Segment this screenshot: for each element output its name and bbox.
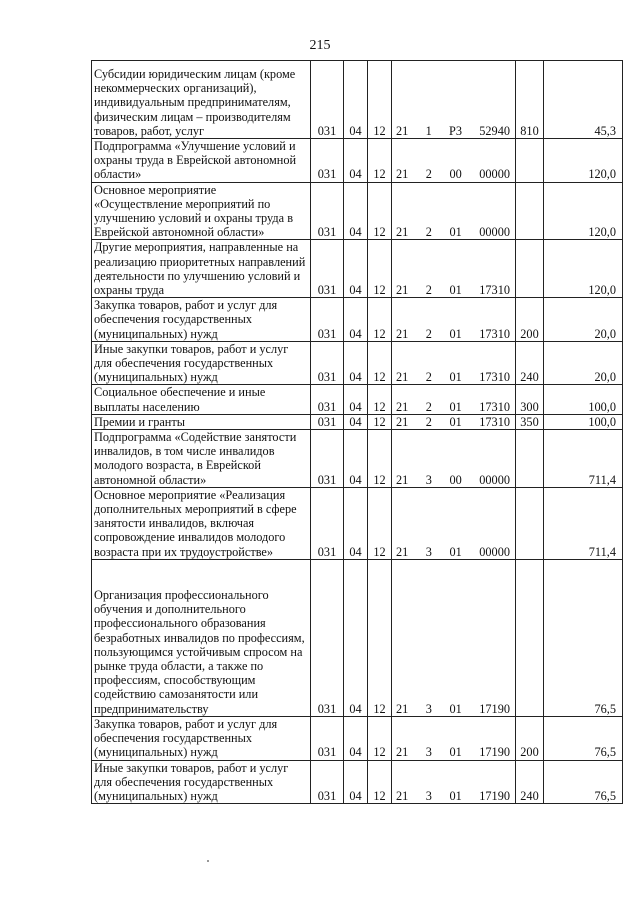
expense-type-code: 240 — [516, 760, 544, 804]
row-name: Закупка товаров, работ и услуг для обеспечения государственных (муниципальных) нужд — [92, 716, 311, 760]
target-article-program: 21 — [396, 123, 409, 138]
ministry-code: 031 — [311, 61, 344, 139]
amount: 120,0 — [544, 182, 623, 240]
target-article-code: 17310 — [479, 283, 510, 298]
target-article-code — [392, 487, 516, 559]
subsection-code: 12 — [368, 61, 392, 139]
section-code: 04 — [344, 559, 368, 716]
section-code: 04 — [344, 760, 368, 804]
target-article-subprogram: 3 — [425, 745, 432, 760]
section-code: 04 — [344, 716, 368, 760]
target-article-subprogram: 2 — [425, 399, 432, 414]
scan-speck — [207, 860, 209, 862]
subsection-code: 12 — [368, 716, 392, 760]
target-article-direction: 00 — [449, 167, 462, 182]
target-article-program: 21 — [396, 283, 409, 298]
subsection-code: 12 — [368, 385, 392, 414]
target-article-code: 17310 — [479, 414, 510, 429]
subsection-code: 12 — [368, 414, 392, 429]
target-article-code — [392, 559, 516, 716]
target-article-code: 00000 — [479, 472, 510, 487]
amount: 76,5 — [544, 559, 623, 716]
subsection-code: 12 — [368, 240, 392, 298]
expense-type-code: 200 — [516, 716, 544, 760]
target-article-code — [392, 385, 516, 414]
amount: 711,4 — [544, 430, 623, 488]
amount: 100,0 — [544, 414, 623, 429]
table-row — [92, 139, 623, 183]
section-code: 04 — [344, 298, 368, 342]
ministry-code: 031 — [311, 559, 344, 716]
target-article-direction: P3 — [448, 123, 462, 138]
target-article-program: 21 — [396, 414, 409, 429]
target-article-code: 00000 — [479, 167, 510, 182]
subsection-code: 12 — [368, 182, 392, 240]
subsection-code: 12 — [368, 559, 392, 716]
target-article-code — [392, 341, 516, 385]
target-article-code: 17310 — [479, 370, 510, 385]
expense-type-code — [516, 182, 544, 240]
target-article-code: 17310 — [479, 326, 510, 341]
target-article-subprogram: 2 — [425, 414, 432, 429]
expense-type-code — [516, 430, 544, 488]
page-number: 215 — [309, 38, 331, 53]
row-name: Основное мероприятие «Осуществление мероприятий по улучшению условий и охраны труда в Еврейской автономной области» — [92, 182, 311, 240]
target-article-direction: 01 — [449, 399, 462, 414]
amount: 120,0 — [544, 139, 623, 183]
target-article-subprogram: 3 — [425, 472, 432, 487]
amount: 20,0 — [544, 298, 623, 342]
table-row — [92, 61, 623, 139]
target-article-direction: 01 — [449, 788, 462, 803]
expense-type-code — [516, 139, 544, 183]
target-article-direction: 01 — [449, 544, 462, 559]
amount: 45,3 — [544, 61, 623, 139]
table-row — [92, 716, 623, 760]
target-article-code — [392, 240, 516, 298]
budget-table-body — [92, 61, 623, 804]
target-article-direction: 01 — [449, 283, 462, 298]
target-article-code — [392, 430, 516, 488]
section-code: 04 — [344, 430, 368, 488]
ministry-code: 031 — [311, 487, 344, 559]
ministry-code: 031 — [311, 298, 344, 342]
table-row — [92, 240, 623, 298]
target-article-subprogram: 2 — [425, 225, 432, 240]
target-article-code — [392, 61, 516, 139]
target-article-code — [392, 298, 516, 342]
ministry-code: 031 — [311, 182, 344, 240]
amount: 20,0 — [544, 341, 623, 385]
section-code: 04 — [344, 240, 368, 298]
target-article-program: 21 — [396, 399, 409, 414]
target-article-code: 17190 — [479, 788, 510, 803]
row-name: Закупка товаров, работ и услуг для обеспечения государственных (муниципальных) нужд — [92, 298, 311, 342]
section-code: 04 — [344, 182, 368, 240]
row-name: Основное мероприятие «Реализация дополнительных мероприятий в сфере занятости инвалидов, включая сопровождение инвалидов молодого возраста при их трудоустройстве» — [92, 487, 311, 559]
target-article-program: 21 — [396, 745, 409, 760]
amount: 711,4 — [544, 487, 623, 559]
section-code: 04 — [344, 487, 368, 559]
target-article-code: 00000 — [479, 225, 510, 240]
subsection-code: 12 — [368, 139, 392, 183]
amount: 120,0 — [544, 240, 623, 298]
target-article-code — [392, 414, 516, 429]
target-article-program: 21 — [396, 326, 409, 341]
row-name: Организация профессионального обучения и дополнительного профессионального образования безработных инвалидов по профессиям, пользующимся устойчивым спросом на рынке труда области, а также по профессиям, способствующим содействию самозанятости или предпринимательству — [92, 559, 311, 716]
target-article-subprogram: 1 — [425, 123, 432, 138]
target-article-program: 21 — [396, 788, 409, 803]
table-row — [92, 385, 623, 414]
expense-type-code — [516, 487, 544, 559]
row-name: Субсидии юридическим лицам (кроме некоммерческих организаций), индивидуальным предпринимателям, физическим лицам – производителям товаров, работ, услуг — [92, 61, 311, 139]
ministry-code: 031 — [311, 139, 344, 183]
target-article-direction: 01 — [449, 701, 462, 716]
expense-type-code: 240 — [516, 341, 544, 385]
row-name: Другие мероприятия, направленные на реализацию приоритетных направлений деятельности по улучшению условий и охраны труда — [92, 240, 311, 298]
row-name: Премии и гранты — [92, 414, 311, 429]
row-name: Иные закупки товаров, работ и услуг для обеспечения государственных (муниципальных) нужд — [92, 341, 311, 385]
subsection-code: 12 — [368, 430, 392, 488]
target-article-program: 21 — [396, 472, 409, 487]
target-article-subprogram: 3 — [425, 788, 432, 803]
target-article-subprogram: 2 — [425, 283, 432, 298]
table-row — [92, 760, 623, 804]
target-article-code: 17190 — [479, 701, 510, 716]
section-code: 04 — [344, 61, 368, 139]
target-article-program: 21 — [396, 225, 409, 240]
expense-type-code: 300 — [516, 385, 544, 414]
budget-table — [91, 60, 623, 804]
section-code: 04 — [344, 139, 368, 183]
table-row — [92, 341, 623, 385]
target-article-direction: 01 — [449, 745, 462, 760]
subsection-code: 12 — [368, 298, 392, 342]
target-article-code: 17310 — [479, 399, 510, 414]
target-article-code — [392, 716, 516, 760]
target-article-direction: 01 — [449, 370, 462, 385]
expense-type-code: 810 — [516, 61, 544, 139]
target-article-code — [392, 760, 516, 804]
amount: 76,5 — [544, 760, 623, 804]
ministry-code: 031 — [311, 385, 344, 414]
row-name: Подпрограмма «Содействие занятости инвалидов, в том числе инвалидов молодого возраста, в Еврейской автономной области» — [92, 430, 311, 488]
section-code: 04 — [344, 341, 368, 385]
row-name: Социальное обеспечение и иные выплаты населению — [92, 385, 311, 414]
subsection-code: 12 — [368, 760, 392, 804]
target-article-code: 52940 — [479, 123, 510, 138]
table-row — [92, 182, 623, 240]
table-row — [92, 298, 623, 342]
subsection-code: 12 — [368, 487, 392, 559]
target-article-program: 21 — [396, 370, 409, 385]
ministry-code: 031 — [311, 341, 344, 385]
section-code: 04 — [344, 385, 368, 414]
target-article-subprogram: 2 — [425, 370, 432, 385]
target-article-direction: 01 — [449, 414, 462, 429]
expense-type-code: 350 — [516, 414, 544, 429]
ministry-code: 031 — [311, 414, 344, 429]
ministry-code: 031 — [311, 716, 344, 760]
target-article-direction: 01 — [449, 326, 462, 341]
target-article-direction: 01 — [449, 225, 462, 240]
amount: 100,0 — [544, 385, 623, 414]
expense-type-code — [516, 559, 544, 716]
amount: 76,5 — [544, 716, 623, 760]
target-article-subprogram: 2 — [425, 326, 432, 341]
target-article-code — [392, 182, 516, 240]
expense-type-code: 200 — [516, 298, 544, 342]
target-article-subprogram: 2 — [425, 167, 432, 182]
row-name: Подпрограмма «Улучшение условий и охраны труда в Еврейской автономной области» — [92, 139, 311, 183]
table-row — [92, 414, 623, 429]
table-row — [92, 559, 623, 716]
table-row — [92, 430, 623, 488]
ministry-code: 031 — [311, 430, 344, 488]
table-row — [92, 487, 623, 559]
target-article-code: 00000 — [479, 544, 510, 559]
target-article-code — [392, 139, 516, 183]
subsection-code: 12 — [368, 341, 392, 385]
target-article-code: 17190 — [479, 745, 510, 760]
target-article-program: 21 — [396, 701, 409, 716]
target-article-subprogram: 3 — [425, 701, 432, 716]
section-code: 04 — [344, 414, 368, 429]
ministry-code: 031 — [311, 760, 344, 804]
expense-type-code — [516, 240, 544, 298]
target-article-program: 21 — [396, 167, 409, 182]
target-article-subprogram: 3 — [425, 544, 432, 559]
target-article-program: 21 — [396, 544, 409, 559]
target-article-direction: 00 — [449, 472, 462, 487]
ministry-code: 031 — [311, 240, 344, 298]
row-name: Иные закупки товаров, работ и услуг для обеспечения государственных (муниципальных) нужд — [92, 760, 311, 804]
